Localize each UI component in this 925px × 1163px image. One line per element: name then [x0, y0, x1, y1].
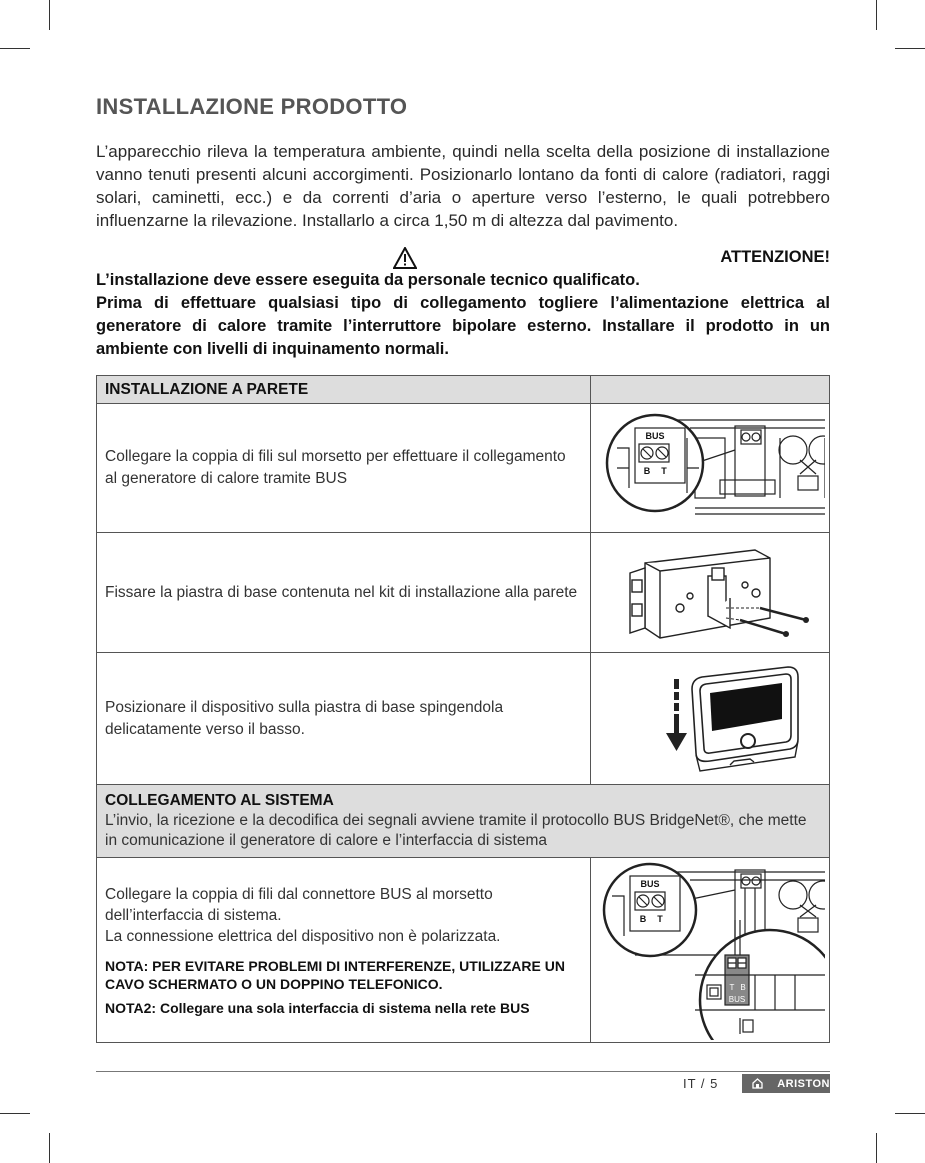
- crop-mark: [49, 1133, 50, 1163]
- step-4-text: [97, 858, 591, 1043]
- bus-label: BUS: [640, 879, 660, 889]
- b-label-small: B: [740, 983, 746, 992]
- crop-mark: [895, 48, 925, 49]
- brand-logo: [742, 1074, 830, 1093]
- table-header-empty-cell: [590, 376, 829, 404]
- warning-line-1: L’installazione deve essere eseguita da personale tecnico qualificato.: [96, 271, 640, 289]
- bus-label-small: BUS: [728, 995, 746, 1004]
- step-4-line-2: La connessione elettrica del dispositivo non è polarizzata.: [105, 927, 501, 945]
- step-3-image: [590, 653, 829, 785]
- note-1: NOTA: PER EVITARE PROBLEMI DI INTERFERENZE, UTILIZZARE UN CAVO SCHERMATO O UN DOPPINO TELEFONICO.: [105, 957, 565, 992]
- step-3-text: Posizionare il dispositivo sulla piastra di base spingendola delicatamente verso il basso.: [97, 653, 591, 785]
- warning-line-2: Prima di effettuare qualsiasi tipo di collegamento togliere l’alimentazione elettrica al generatore di calore tramite l’interruttore bipolare esterno. Installare il prodotto in un ambiente con livelli di inquinamento normali.: [96, 294, 830, 358]
- table-row: [97, 653, 830, 785]
- page-number: IT / 5: [683, 1076, 719, 1091]
- warning-heading-text: ATTENZIONE!: [720, 248, 830, 266]
- device-mount-diagram: [610, 659, 810, 779]
- b-label: B: [643, 466, 651, 476]
- brand-name: ARISTON: [777, 1077, 830, 1090]
- warning-triangle-icon: [393, 247, 417, 269]
- base-plate-screws-diagram: [610, 538, 810, 648]
- table-header-row: [97, 376, 830, 404]
- intro-paragraph: L’apparecchio rileva la temperatura ambiente, quindi nella scelta della posizione di installazione vanno tenuti presenti alcuni accorgimenti. Posizionarlo lontano da fonti di calore (radiatori, raggi solari, caminetti, ecc.) e da correnti d’aria o aperture verso l’esterno, le quali potrebbero influenzarne la rilevazione. Installarlo a circa 1,50 m di altezza dal pavimento.: [96, 142, 830, 230]
- page-title: INSTALLAZIONE PRODOTTO: [96, 94, 408, 119]
- warning-heading: [96, 246, 830, 269]
- table-row: [97, 858, 830, 1043]
- note-2: NOTA2: Collegare una sola interfaccia di sistema nella rete BUS: [105, 999, 530, 1016]
- bus-terminal-diagram: [595, 408, 825, 528]
- t-label-small: T: [729, 983, 735, 992]
- system-header-title: COLLEGAMENTO AL SISTEMA: [105, 792, 334, 809]
- system-interface-diagram: [595, 860, 825, 1040]
- installation-table: [96, 375, 830, 1043]
- crop-mark: [876, 1133, 877, 1163]
- table-row: [97, 404, 830, 533]
- b-label: B: [639, 914, 647, 924]
- t-label: T: [661, 466, 667, 476]
- system-header-text: L’invio, la ricezione e la decodifica dei segnali avviene tramite il protocollo BUS BridgeNet®, che mette in comunicazione il generatore di calore e l’interfaccia di sistema: [105, 812, 807, 849]
- crop-mark: [49, 0, 50, 30]
- step-2-text: Fissare la piastra di base contenuta nel kit di installazione alla parete: [97, 533, 591, 653]
- crop-mark: [0, 1113, 30, 1114]
- system-header-row: [97, 785, 830, 858]
- step-1-image: [590, 404, 829, 533]
- step-4-image: [590, 858, 829, 1043]
- bus-label: BUS: [645, 431, 665, 441]
- table-header-cell: INSTALLAZIONE A PARETE: [97, 376, 591, 404]
- crop-mark: [895, 1113, 925, 1114]
- system-header-cell: [97, 785, 830, 858]
- crop-mark: [876, 0, 877, 30]
- crop-mark: [0, 48, 30, 49]
- footer-divider: [96, 1071, 830, 1072]
- step-1-text: Collegare la coppia di fili sul morsetto per effettuare il collegamento al generatore di calore tramite BUS: [97, 404, 591, 533]
- step-4-line-1: Collegare la coppia di fili dal connettore BUS al morsetto dell’interfaccia di sistema.: [105, 885, 493, 924]
- warning-block: [96, 246, 830, 361]
- step-2-image: [590, 533, 829, 653]
- house-icon: [752, 1078, 763, 1089]
- table-row: [97, 533, 830, 653]
- t-label: T: [657, 914, 663, 924]
